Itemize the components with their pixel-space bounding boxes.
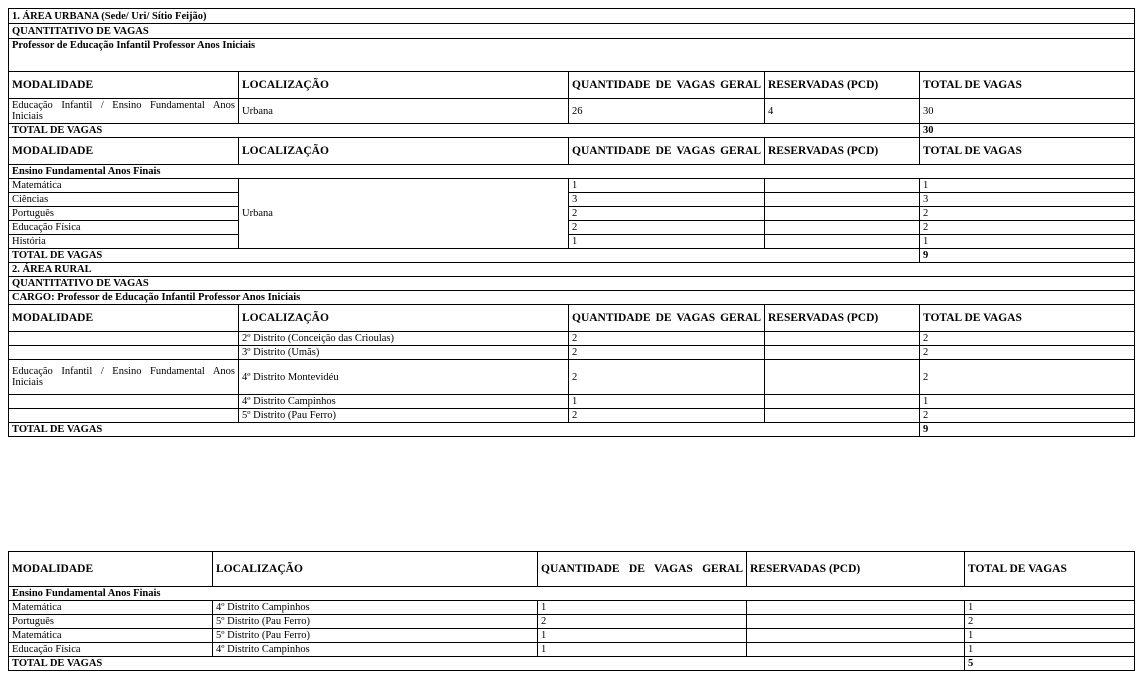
cell-reservadas	[765, 207, 920, 221]
cell-reservadas: 4	[765, 99, 920, 124]
header-modalidade: MODALIDADE	[9, 552, 213, 587]
total-label: TOTAL DE VAGAS	[9, 423, 920, 437]
cell-reservadas	[765, 360, 920, 395]
cell-quantidade: 26	[569, 99, 765, 124]
section-finais: Ensino Fundamental Anos Finais	[9, 587, 1135, 601]
vagas-table-rural-finais	[8, 551, 1135, 671]
cell-localizacao-merged: Urbana	[239, 179, 569, 249]
cell-quantidade: 1	[569, 235, 765, 249]
header-localizacao: LOCALIZAÇÃO	[213, 552, 538, 587]
cell-total: 2	[920, 332, 1135, 346]
cell-modalidade: Matemática	[9, 179, 239, 193]
cell-total: 3	[920, 193, 1135, 207]
cell-modalidade: Educação Infantil / Ensino Fundamental Anos Iniciais	[9, 99, 239, 124]
cell-quantidade: 2	[569, 360, 765, 395]
cell-quantidade: 2	[569, 207, 765, 221]
cell-reservadas	[747, 601, 965, 615]
cell-total: 2	[920, 207, 1135, 221]
cell-modalidade: Educação Física	[9, 643, 213, 657]
header-localizacao: LOCALIZAÇÃO	[239, 72, 569, 99]
cell-total: 30	[920, 99, 1135, 124]
cell-modalidade	[9, 332, 239, 346]
cell-localizacao: 2º Distrito (Conceição das Crioulas)	[239, 332, 569, 346]
cell-reservadas	[765, 346, 920, 360]
cell-quantidade: 2	[569, 346, 765, 360]
table-row	[9, 409, 1135, 423]
header-modalidade: MODALIDADE	[9, 72, 239, 99]
quantitativo-heading: QUANTITATIVO DE VAGAS	[9, 277, 1135, 291]
section-finais: Ensino Fundamental Anos Finais	[9, 165, 1135, 179]
cell-localizacao: 5º Distrito (Pau Ferro)	[213, 629, 538, 643]
header-total: TOTAL DE VAGAS	[965, 552, 1135, 587]
header-reservadas: RESERVADAS (PCD)	[765, 138, 920, 165]
header-reservadas: RESERVADAS (PCD)	[765, 305, 920, 332]
cell-reservadas	[765, 235, 920, 249]
cell-total: 1	[920, 235, 1135, 249]
table-row	[9, 629, 1135, 643]
table-row	[9, 193, 1135, 207]
total-label: TOTAL DE VAGAS	[9, 124, 920, 138]
header-total: TOTAL DE VAGAS	[920, 305, 1135, 332]
cell-quantidade: 2	[569, 221, 765, 235]
total-row	[9, 124, 1135, 138]
total-value: 5	[965, 657, 1135, 671]
cell-reservadas	[765, 395, 920, 409]
cell-quantidade: 1	[569, 179, 765, 193]
cell-modalidade: Educação Física	[9, 221, 239, 235]
total-value: 9	[920, 423, 1135, 437]
table-row	[9, 332, 1135, 346]
cell-reservadas	[747, 615, 965, 629]
cell-total: 2	[920, 409, 1135, 423]
cell-localizacao: 5º Distrito (Pau Ferro)	[239, 409, 569, 423]
header-quantidade: QUANTIDADE DE VAGAS GERAL	[569, 138, 765, 165]
cell-quantidade: 1	[569, 395, 765, 409]
cell-total: 2	[920, 346, 1135, 360]
cell-total: 1	[920, 179, 1135, 193]
table-row	[9, 615, 1135, 629]
header-localizacao: LOCALIZAÇÃO	[239, 138, 569, 165]
cell-quantidade: 3	[569, 193, 765, 207]
cell-modalidade: Educação Infantil / Ensino Fundamental Anos Iniciais	[9, 360, 239, 395]
cell-reservadas	[765, 332, 920, 346]
cell-localizacao: 4º Distrito Montevidéu	[239, 360, 569, 395]
cell-modalidade	[9, 346, 239, 360]
header-modalidade: MODALIDADE	[9, 305, 239, 332]
cell-modalidade: Matemática	[9, 601, 213, 615]
vagas-table-main	[8, 8, 1135, 437]
table-row	[9, 395, 1135, 409]
header-quantidade: QUANTIDADE DE VAGAS GERAL	[538, 552, 747, 587]
cell-total: 1	[920, 395, 1135, 409]
cell-reservadas	[765, 179, 920, 193]
header-total: TOTAL DE VAGAS	[920, 72, 1135, 99]
cell-modalidade: Português	[9, 615, 213, 629]
header-modalidade: MODALIDADE	[9, 138, 239, 165]
cell-localizacao: 4º Distrito Campinhos	[213, 601, 538, 615]
cell-modalidade: Português	[9, 207, 239, 221]
total-label: TOTAL DE VAGAS	[9, 249, 920, 263]
cargo-heading: CARGO: Professor de Educação Infantil Professor Anos Iniciais	[9, 291, 1135, 305]
header-quantidade: QUANTIDADE DE VAGAS GERAL	[569, 72, 765, 99]
table-row	[9, 221, 1135, 235]
total-value: 9	[920, 249, 1135, 263]
table-row	[9, 235, 1135, 249]
cell-quantidade: 2	[569, 332, 765, 346]
cell-reservadas	[747, 643, 965, 657]
cell-localizacao: Urbana	[239, 99, 569, 124]
section-title-urbana: 1. ÁREA URBANA (Sede/ Uri/ Sítio Feijão)	[9, 9, 1135, 24]
cell-modalidade	[9, 395, 239, 409]
cell-modalidade: Matemática	[9, 629, 213, 643]
cell-modalidade	[9, 409, 239, 423]
total-row	[9, 657, 1135, 671]
table-row	[9, 207, 1135, 221]
cell-total: 1	[965, 629, 1135, 643]
header-quantidade: QUANTIDADE DE VAGAS GERAL	[569, 305, 765, 332]
header-localizacao: LOCALIZAÇÃO	[239, 305, 569, 332]
section-title-rural: 2. ÁREA RURAL	[9, 263, 1135, 277]
cell-quantidade: 1	[538, 643, 747, 657]
header-reservadas: RESERVADAS (PCD)	[747, 552, 965, 587]
table-row	[9, 643, 1135, 657]
total-value: 30	[920, 124, 1135, 138]
cell-localizacao: 4º Distrito Campinhos	[239, 395, 569, 409]
cell-total: 2	[920, 360, 1135, 395]
table-row	[9, 601, 1135, 615]
table-row	[9, 346, 1135, 360]
table-row	[9, 99, 1135, 124]
cell-total: 2	[920, 221, 1135, 235]
cell-quantidade: 2	[569, 409, 765, 423]
cell-quantidade: 1	[538, 601, 747, 615]
cell-localizacao: 5º Distrito (Pau Ferro)	[213, 615, 538, 629]
cell-reservadas	[747, 629, 965, 643]
cell-quantidade: 1	[538, 629, 747, 643]
cell-localizacao: 3º Distrito (Umãs)	[239, 346, 569, 360]
cargo-heading: Professor de Educação Infantil Professor Anos Iniciais	[9, 39, 1135, 72]
cell-total: 2	[965, 615, 1135, 629]
table-row	[9, 360, 1135, 395]
total-row	[9, 249, 1135, 263]
header-total: TOTAL DE VAGAS	[920, 138, 1135, 165]
cell-reservadas	[765, 193, 920, 207]
cell-localizacao: 4º Distrito Campinhos	[213, 643, 538, 657]
quantitativo-heading: QUANTITATIVO DE VAGAS	[9, 24, 1135, 39]
cell-modalidade: História	[9, 235, 239, 249]
table-row	[9, 179, 1135, 193]
cell-quantidade: 2	[538, 615, 747, 629]
cell-reservadas	[765, 409, 920, 423]
cell-modalidade: Ciências	[9, 193, 239, 207]
cell-total: 1	[965, 601, 1135, 615]
total-label: TOTAL DE VAGAS	[9, 657, 965, 671]
total-row	[9, 423, 1135, 437]
header-reservadas: RESERVADAS (PCD)	[765, 72, 920, 99]
cell-reservadas	[765, 221, 920, 235]
cell-total: 1	[965, 643, 1135, 657]
